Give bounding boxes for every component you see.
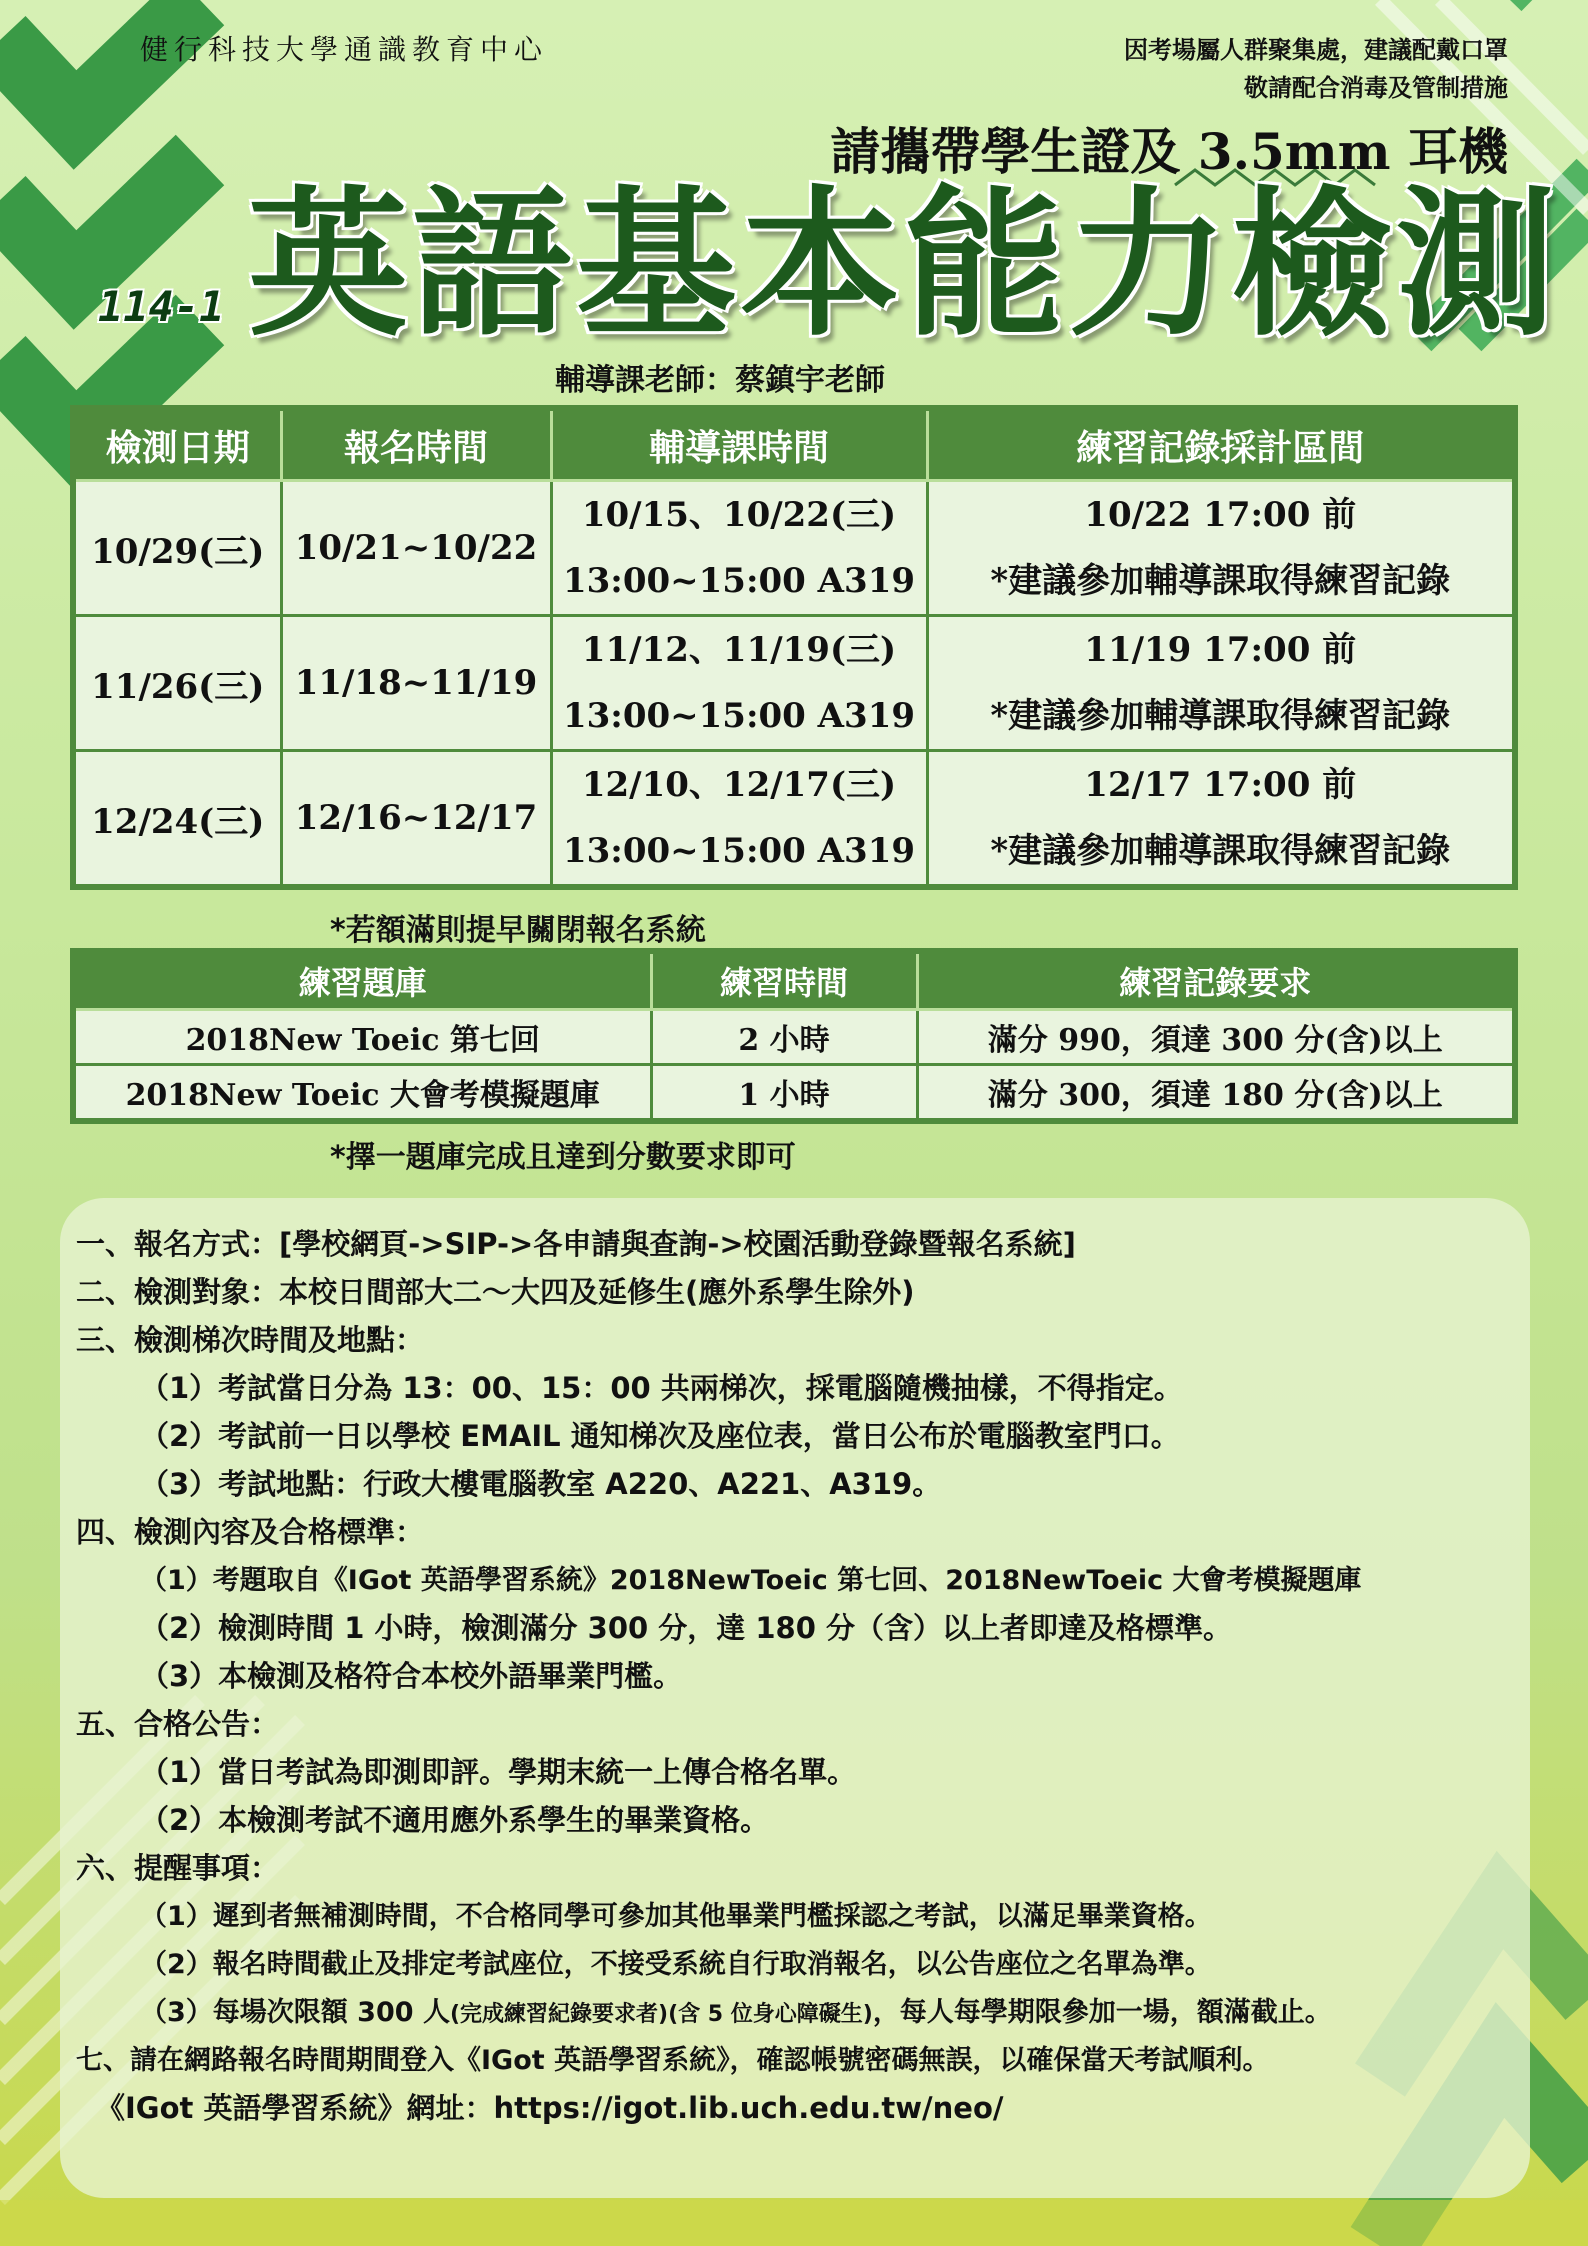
info-line: 六、提醒事項： (76, 1851, 280, 1885)
practice-table (70, 948, 1518, 1124)
schedule-table (70, 405, 1518, 890)
signup-period: 10/21~10/22 (281, 481, 551, 616)
table-row (73, 1010, 1515, 1065)
info-line: （1）考試當日分為 13：00、15：00 共兩梯次，採電腦隨機抽樣，不得指定。 (140, 1371, 1183, 1405)
tutor-dates: 10/15、10/22(三) (581, 495, 897, 535)
record-deadline: 10/22 17:00 前 (1084, 495, 1357, 535)
column-header: 練習記錄要求 (917, 951, 1515, 1010)
record-window (927, 616, 1515, 751)
school-name: 健行科技大學通識教育中心 (140, 33, 549, 66)
tutor-dates: 12/10、12/17(三) (581, 765, 897, 805)
practice-note: *擇一題庫完成且達到分數要求即可 (330, 1140, 796, 1175)
info-line: 四、檢測內容及合格標準： (76, 1515, 425, 1549)
info-line: （2）檢測時間 1 小時，檢測滿分 300 分，達 180 分（含）以上者即達及格標準。 (140, 1611, 1233, 1645)
info-line: （2）考試前一日以學校 EMAIL 通知梯次及座位表，當日公布於電腦教室門口。 (140, 1419, 1180, 1453)
quota-text: （3）每場次限額 300 人 (140, 1997, 450, 2028)
system-url: 《IGot 英語學習系統》網址：https://igot.lib.uch.edu.tw/neo/ (96, 2091, 1004, 2125)
mask-notice: 因考場屬人群聚集處，建議配戴口罩 (1124, 35, 1508, 64)
tutor-time: 13:00~15:00 A319 (562, 831, 916, 871)
schedule-header-row (73, 408, 1515, 481)
record-window (927, 751, 1515, 888)
table-row (73, 751, 1515, 888)
info-line: （3）考試地點：行政大樓電腦教室 A220、A221、A319。 (140, 1467, 942, 1501)
info-line: 七、請在網路報名時間期間登入《IGot 英語學習系統》，確認帳號密碼無誤，以確保當天考試順利。 (76, 2045, 1270, 2076)
exam-date: 10/29(三) (73, 481, 281, 616)
record-deadline: 11/19 17:00 前 (1084, 630, 1357, 670)
info-line: 三、檢測梯次時間及地點： (76, 1323, 425, 1357)
table-row (73, 1065, 1515, 1122)
column-header: 輔導課時間 (551, 408, 927, 481)
tutor-name: 輔導課老師：蔡鎮宇老師 (555, 363, 885, 398)
exam-date: 11/26(三) (73, 616, 281, 751)
tutor-time: 13:00~15:00 A319 (562, 561, 916, 601)
column-header: 檢測日期 (73, 408, 281, 481)
record-advice: *建議參加輔導課取得練習記錄 (990, 696, 1451, 736)
practice-time: 2 小時 (651, 1010, 917, 1065)
bring-notice: 請攜帶學生證及 3.5mm 耳機 (830, 122, 1508, 181)
full-signup-note: *若額滿則提早關閉報名系統 (330, 913, 706, 948)
tutor-time: 13:00~15:00 A319 (562, 696, 916, 736)
record-advice: *建議參加輔導課取得練習記錄 (990, 561, 1451, 601)
sanitize-notice: 敬請配合消毒及管制措施 (1244, 73, 1508, 102)
info-line: （1）考題取自《IGot 英語學習系統》2018NewToeic 第七回、2018NewToeic 大會考模擬題庫 (140, 1565, 1362, 1596)
signup-period: 12/16~12/17 (281, 751, 551, 888)
column-header: 練習題庫 (73, 951, 651, 1010)
info-line: （2）報名時間截止及排定考試座位，不接受系統自行取消報名，以公告座位之名單為準。 (140, 1949, 1212, 1980)
quota-rule: ，每人每學期限參加一場，額滿截止。 (872, 1997, 1332, 2028)
quota-detail: (完成練習紀錄要求者)(含 5 位身心障礙生) (449, 2002, 873, 2027)
info-line: 一、報名方式：[學校網頁->SIP->各申請與查詢->校園活動登錄暨報名系統] (76, 1227, 1076, 1261)
table-row (73, 616, 1515, 751)
info-line (140, 1990, 1332, 2029)
table-row (73, 481, 1515, 616)
record-advice: *建議參加輔導課取得練習記錄 (990, 831, 1451, 871)
tutor-session (551, 616, 927, 751)
score-requirement: 滿分 300，須達 180 分(含)以上 (917, 1065, 1515, 1122)
column-header: 報名時間 (281, 408, 551, 481)
page-title: 英語基本能力檢測 (248, 171, 1561, 358)
exam-date: 12/24(三) (73, 751, 281, 888)
info-line: （1）當日考試為即測即評。學期末統一上傳合格名單。 (140, 1755, 857, 1789)
signup-period: 11/18~11/19 (281, 616, 551, 751)
tutor-dates: 11/12、11/19(三) (581, 630, 897, 670)
info-line: （1）遲到者無補測時間，不合格同學可參加其他畢業門檻採認之考試，以滿足畢業資格。 (140, 1901, 1212, 1932)
column-header: 練習時間 (651, 951, 917, 1010)
practice-time: 1 小時 (651, 1065, 917, 1122)
score-requirement: 滿分 990，須達 300 分(含)以上 (917, 1010, 1515, 1065)
info-line: 五、合格公告： (76, 1707, 280, 1741)
question-bank: 2018New Toeic 第七回 (73, 1010, 651, 1065)
term-label: 114-1 (98, 282, 225, 331)
tutor-session (551, 481, 927, 616)
info-line: （2）本檢測考試不適用應外系學生的畢業資格。 (140, 1803, 770, 1837)
record-window (927, 481, 1515, 616)
question-bank: 2018New Toeic 大會考模擬題庫 (73, 1065, 651, 1122)
column-header: 練習記錄採計區間 (927, 408, 1515, 481)
practice-header-row (73, 951, 1515, 1010)
tutor-session (551, 751, 927, 888)
info-line: 二、檢測對象：本校日間部大二～大四及延修生(應外系學生除外) (76, 1275, 915, 1309)
info-line: （3）本檢測及格符合本校外語畢業門檻。 (140, 1659, 683, 1693)
record-deadline: 12/17 17:00 前 (1084, 765, 1357, 805)
